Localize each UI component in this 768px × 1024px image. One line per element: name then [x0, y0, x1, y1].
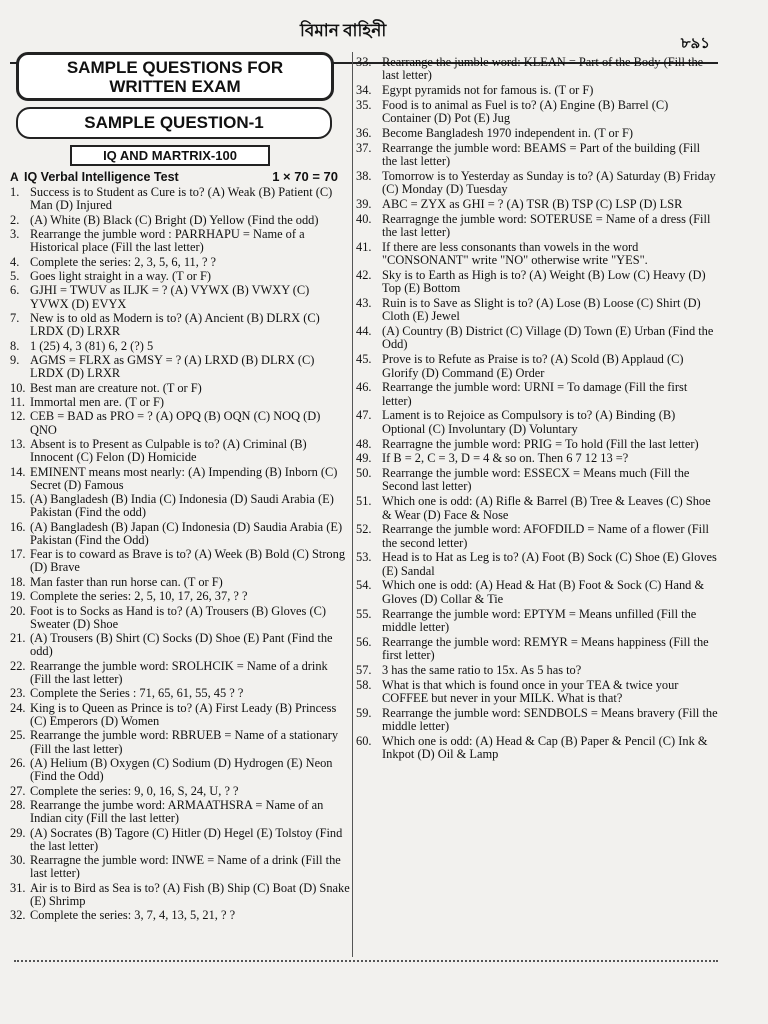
question-list-right	[356, 56, 718, 761]
question-number: 42.	[356, 267, 372, 282]
sample-question-banner: SAMPLE QUESTION-1	[16, 107, 332, 139]
question-item	[10, 270, 350, 283]
question-text: (A) Trousers (B) Shirt (C) Socks (D) Shoe (E) Pant (Find the odd)	[30, 631, 333, 659]
question-item	[10, 854, 350, 880]
question-item	[356, 127, 718, 140]
question-item	[356, 664, 718, 677]
question-number: 24.	[10, 700, 26, 715]
question-text: ABC = ZYX as GHI = ? (A) TSR (B) TSP (C) LSP (D) LSR	[382, 196, 683, 211]
question-number: 49.	[356, 451, 372, 466]
question-text: EMINENT means most nearly: (A) Impending (B) Inborn (C) Secret (D) Famous	[30, 464, 338, 492]
question-number: 31.	[10, 880, 26, 895]
question-number: 57.	[356, 662, 372, 677]
question-number: 23.	[10, 686, 26, 701]
question-text: Tomorrow is to Yesterday as Sunday is to? (A) Saturday (B) Friday (C) Monday (D) Tuesday	[382, 168, 716, 197]
question-text: Air is to Bird as Sea is to? (A) Fish (B) Ship (C) Boat (D) Snake (E) Shrimp	[30, 880, 350, 908]
question-text: If B = 2, C = 3, D = 4 & so on. Then 6 7 12 13 =?	[382, 451, 629, 466]
question-number: 51.	[356, 494, 372, 509]
section-marks: 1 × 70 = 70	[272, 169, 338, 184]
question-number: 59.	[356, 705, 372, 720]
question-number: 33.	[356, 55, 372, 69]
question-number: 3.	[10, 226, 20, 241]
question-number: 27.	[10, 783, 26, 798]
question-item	[10, 284, 350, 310]
question-text: GJHI = TWUV as ILJK = ? (A) VYWX (B) VWXY (C) YVWX (D) EVYX	[30, 283, 310, 311]
question-text: Complete the series: 2, 5, 10, 17, 26, 37, ? ?	[30, 589, 248, 604]
question-item	[356, 523, 718, 550]
page-number: ৮৯১	[680, 36, 710, 52]
question-item	[356, 269, 718, 296]
question-text: Egypt pyramids not for famous is. (T or F)	[382, 83, 594, 98]
question-text: King is to Queen as Prince is to? (A) First Leady (B) Princess (C) Emperors (D) Women	[30, 700, 337, 729]
question-item	[10, 493, 350, 519]
question-text: Success is to Student as Cure is to? (A) Weak (B) Patient (C) Man (D) Injured	[30, 185, 333, 213]
question-item	[10, 214, 350, 227]
question-text: Rearrange the jumble word: REMYR = Means happiness (Fill the first letter)	[382, 634, 709, 662]
question-text: Which one is odd: (A) Head & Hat (B) Foot & Sock (C) Hand & Gloves (D) Collar & Tie	[382, 578, 705, 606]
question-item	[10, 548, 350, 574]
question-item	[10, 757, 350, 783]
column-divider	[352, 52, 353, 957]
question-text: What is that which is found once in your TEA & twice your COFFEE but never in your MILK. What is that?	[382, 677, 679, 705]
question-item	[10, 632, 350, 658]
question-number: 6.	[10, 283, 20, 298]
question-item	[10, 909, 350, 922]
question-number: 38.	[356, 168, 372, 183]
question-text: (A) Helium (B) Oxygen (C) Sodium (D) Hydrogen (E) Neon (Find the Odd)	[30, 756, 333, 784]
question-item	[356, 241, 718, 268]
question-text: (A) White (B) Black (C) Bright (D) Yellow (Find the odd)	[30, 212, 319, 227]
question-item	[10, 590, 350, 603]
question-number: 48.	[356, 436, 372, 451]
question-item	[356, 551, 718, 578]
question-item	[356, 495, 718, 522]
question-number: 29.	[10, 825, 26, 840]
question-text: Rearrange the jumble word: URNI = To damage (Fill the first letter)	[382, 380, 688, 408]
question-text: Rearrange the jumble word: RBRUEB = Name of a stationary (Fill the last letter)	[30, 728, 339, 756]
question-number: 8.	[10, 338, 20, 353]
question-item	[356, 608, 718, 635]
question-number: 43.	[356, 296, 372, 311]
question-item	[356, 142, 718, 169]
question-number: 34.	[356, 83, 372, 98]
question-item	[356, 381, 718, 408]
question-number: 47.	[356, 408, 372, 423]
question-text: Absent is to Present as Culpable is to? (A) Criminal (B) Innocent (C) Felon (D) Homicide	[30, 436, 307, 465]
question-text: Rearrange the jumble word: ESSECX = Means much (Fill the Second last letter)	[382, 466, 690, 494]
question-item	[10, 438, 350, 464]
question-text: Rearrange the jumble word: SENDBOLS = Means bravery (Fill the middle letter)	[382, 705, 718, 733]
question-number: 15.	[10, 492, 26, 507]
question-text: Rearrange the jumble word: BEAMS = Part of the building (Fill the last letter)	[382, 140, 701, 169]
question-text: Head is to Hat as Leg is to? (A) Foot (B) Sock (C) Shoe (E) Gloves (E) Sandal	[382, 550, 717, 578]
question-text: Best man are creature not. (T or F)	[30, 380, 202, 395]
question-item	[10, 396, 350, 409]
question-item	[356, 707, 718, 734]
question-number: 17.	[10, 547, 26, 562]
question-item	[10, 521, 350, 547]
question-number: 22.	[10, 658, 26, 673]
question-list-left	[10, 186, 350, 923]
question-item	[10, 729, 350, 755]
question-item	[356, 99, 718, 126]
question-number: 25.	[10, 728, 26, 743]
question-number: 5.	[10, 268, 20, 283]
question-item	[356, 452, 718, 465]
question-number: 20.	[10, 603, 26, 618]
question-number: 1.	[10, 185, 20, 199]
question-text: Complete the Series : 71, 65, 61, 55, 45 ? ?	[30, 686, 244, 701]
question-number: 39.	[356, 196, 372, 211]
question-text: (A) Bangladesh (B) India (C) Indonesia (D) Saudi Arabia (E) Pakistan (Find the odd)	[30, 492, 334, 520]
question-number: 7.	[10, 310, 20, 325]
question-text: 3 has the same ratio to 15x. As 5 has to?	[382, 662, 582, 677]
question-number: 26.	[10, 756, 26, 771]
question-text: Rearragnge the jumble word: SOTERUSE = Name of a dress (Fill the last letter)	[382, 211, 711, 240]
question-text: (A) Bangladesh (B) Japan (C) Indonesia (D) Saudia Arabia (E) Pakistan (Find the Odd)	[30, 519, 343, 547]
question-text: Rearrange the jumble word : PARRHAPU = Name of a Historical place (Fill the last letter)	[30, 226, 305, 255]
question-number: 18.	[10, 574, 26, 589]
question-item	[356, 297, 718, 324]
question-number: 12.	[10, 409, 26, 424]
question-number: 37.	[356, 140, 372, 155]
question-number: 21.	[10, 631, 26, 646]
section-heading	[10, 169, 350, 184]
question-text: Complete the series: 3, 7, 4, 13, 5, 21, ? ?	[30, 908, 236, 923]
question-number: 19.	[10, 589, 26, 604]
question-number: 56.	[356, 634, 372, 649]
question-item	[10, 702, 350, 728]
question-item	[356, 353, 718, 380]
left-column	[10, 52, 350, 957]
question-number: 60.	[356, 733, 372, 748]
question-text: Complete the series: 9, 0, 16, S, 24, U, ? ?	[30, 783, 239, 798]
question-number: 9.	[10, 352, 20, 367]
question-item	[10, 354, 350, 380]
section-letter: A	[10, 169, 19, 184]
question-text: Ruin is to Save as Slight is to? (A) Lose (B) Loose (C) Shirt (D) Cloth (E) Jewel	[382, 296, 701, 324]
question-item	[356, 198, 718, 211]
question-text: Food is to animal as Fuel is to? (A) Engine (B) Barrel (C) Container (D) Pot (E) Jug	[382, 97, 669, 126]
section-title: IQ Verbal Intelligence Test	[24, 169, 179, 184]
question-text: (A) Country (B) District (C) Village (D) Town (E) Urban (Find the Odd)	[382, 324, 714, 352]
question-item	[10, 256, 350, 269]
footer-rule	[14, 960, 718, 962]
question-text: Rearrange the jumble word: EPTYM = Means unfilled (Fill the middle letter)	[382, 606, 697, 634]
question-text: Foot is to Socks as Hand is to? (A) Trousers (B) Gloves (C) Sweater (D) Shoe	[30, 603, 326, 631]
question-text: Man faster than run horse can. (T or F)	[30, 574, 223, 589]
question-item	[356, 409, 718, 436]
question-number: 35.	[356, 97, 372, 112]
question-number: 4.	[10, 254, 20, 269]
question-number: 44.	[356, 324, 372, 339]
question-number: 32.	[10, 908, 26, 923]
question-item	[10, 576, 350, 589]
question-item	[356, 213, 718, 240]
question-text: CEB = BAD as PRO = ? (A) OPQ (B) OQN (C) NOQ (D) QNO	[30, 409, 321, 437]
header-title: বিমান বাহিনী	[300, 21, 387, 40]
question-text: Rearrange the jumbe word: ARMAATHSRA = Name of an Indian city (Fill the last letter)	[30, 798, 324, 826]
question-number: 46.	[356, 380, 372, 395]
question-item	[10, 340, 350, 353]
question-number: 10.	[10, 380, 26, 395]
question-text: Sky is to Earth as High is to? (A) Weight (B) Low (C) Heavy (D) Top (E) Bottom	[382, 267, 706, 296]
question-number: 28.	[10, 798, 26, 812]
question-item	[10, 882, 350, 908]
question-item	[356, 438, 718, 451]
question-number: 40.	[356, 211, 372, 226]
question-number: 50.	[356, 466, 372, 481]
question-text: Lament is to Rejoice as Compulsory is to? (A) Binding (B) Optional (C) Involuntary (D) Voluntary	[382, 408, 676, 436]
question-text: Fear is to coward as Brave is to? (A) Week (B) Bold (C) Strong (D) Brave	[30, 547, 346, 575]
question-text: If there are less consonants than vowels in the word "CONSONANT" write "NO" otherwise write "YES".	[382, 239, 648, 268]
question-item	[10, 466, 350, 492]
question-number: 58.	[356, 677, 372, 692]
question-item	[10, 410, 350, 436]
question-item	[10, 186, 350, 212]
question-text: Immortal men are. (T or F)	[30, 394, 164, 409]
iq-matrix-box: IQ AND MARTRIX-100	[70, 145, 270, 166]
question-text: AGMS = FLRX as GMSY = ? (A) LRXD (B) DLRX (C) LRDX (D) LRXR	[30, 352, 315, 381]
question-number: 36.	[356, 125, 372, 140]
question-number: 54.	[356, 578, 372, 593]
question-item	[10, 312, 350, 338]
banner-line-2: WRITTEN EXAM	[109, 77, 241, 96]
question-item	[356, 56, 718, 83]
question-text: Prove is to Refute as Praise is to? (A) Scold (B) Applaud (C) Glorify (D) Command (E) Order	[382, 352, 684, 380]
question-text: Rearragne the jumble word: INWE = Name of a drink (Fill the last letter)	[30, 853, 341, 881]
question-item	[10, 827, 350, 853]
question-number: 16.	[10, 519, 26, 534]
question-text: (A) Socrates (B) Tagore (C) Hitler (D) Hegel (E) Tolstoy (Find the last letter)	[30, 825, 343, 853]
question-text: Rearrange the jumble word: AFOFDILD = Name of a flower (Fill the second letter)	[382, 522, 710, 550]
question-number: 11.	[10, 394, 26, 409]
question-item	[356, 325, 718, 352]
question-item	[10, 605, 350, 631]
question-number: 30.	[10, 853, 26, 868]
question-text: Rearrange the jumble word: SROLHCIK = Name of a drink (Fill the last letter)	[30, 658, 328, 687]
question-text: New is to old as Modern is to? (A) Ancient (B) DLRX (C) LRDX (D) LRXR	[30, 310, 320, 339]
question-item	[10, 382, 350, 395]
question-text: Rearragne the jumble word: PRIG = To hold (Fill the last letter)	[382, 436, 699, 451]
question-item	[356, 84, 718, 97]
question-text: Which one is odd: (A) Rifle & Barrel (B) Tree & Leaves (C) Shoe & Wear (D) Face & Nose	[382, 494, 711, 522]
question-number: 52.	[356, 522, 372, 537]
page-header	[0, 18, 768, 52]
question-item	[10, 785, 350, 798]
question-item	[356, 735, 718, 762]
question-number: 41.	[356, 239, 372, 254]
question-text: Complete the series: 2, 3, 5, 6, 11, ? ?	[30, 254, 217, 269]
question-number: 2.	[10, 212, 20, 227]
question-item	[356, 636, 718, 663]
question-text: Become Bangladesh 1970 independent in. (T or F)	[382, 125, 633, 140]
question-item	[10, 799, 350, 825]
question-item	[10, 228, 350, 254]
question-item	[356, 579, 718, 606]
question-text: Rearrange the jumble word: KLEAN = Part of the Body (Fill the last letter)	[382, 55, 704, 83]
question-number: 13.	[10, 436, 26, 451]
main-banner	[16, 52, 334, 101]
question-text: Goes light straight in a way. (T or F)	[30, 268, 212, 283]
question-item	[356, 467, 718, 494]
question-text: 1 (25) 4, 3 (81) 6, 2 (?) 5	[30, 338, 154, 353]
question-number: 53.	[356, 550, 372, 565]
question-number: 45.	[356, 352, 372, 367]
question-number: 55.	[356, 606, 372, 621]
question-item	[10, 660, 350, 686]
right-column	[356, 56, 718, 956]
question-item	[356, 170, 718, 197]
question-text: Which one is odd: (A) Head & Cap (B) Paper & Pencil (C) Ink & Inkpot (D) Oil & Lamp	[382, 733, 708, 762]
question-number: 14.	[10, 464, 26, 479]
question-item	[10, 687, 350, 700]
question-item	[356, 679, 718, 706]
banner-line-1: SAMPLE QUESTIONS FOR	[66, 58, 284, 77]
